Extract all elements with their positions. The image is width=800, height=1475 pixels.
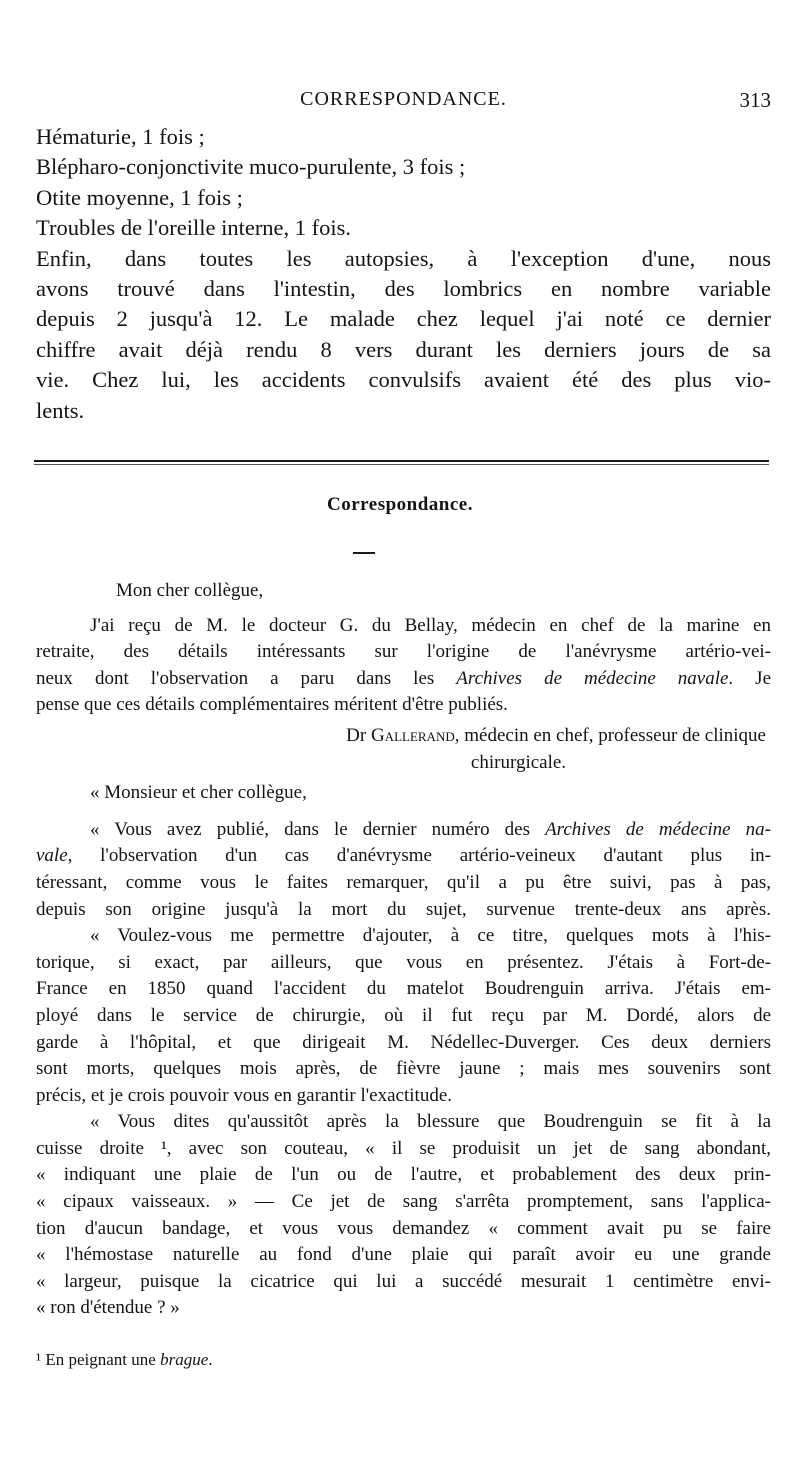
text-line: tion d'aucun bandage, et vous vous demandez « comment avait pu se faire bbox=[36, 1217, 771, 1239]
text-line: France en 1850 quand l'accident du matelot Boudrenguin arriva. J'étais em- bbox=[36, 978, 771, 1000]
signature-line2: chirurgicale. bbox=[470, 751, 567, 773]
text-line: retraite, des détails intéressants sur l'origine de l'anévrysme artério-vei- bbox=[36, 641, 771, 663]
text-line: chiffre avait déjà rendu 8 vers durant les derniers jours de sa bbox=[36, 336, 771, 362]
text-line: cuisse droite ¹, avec son couteau, « il se produisit un jet de sang abondant, bbox=[36, 1137, 771, 1159]
footnote-end: . bbox=[208, 1350, 213, 1369]
text-line: « cipaux vaisseaux. » — Ce jet de sang s'arrêta promptement, sans l'applica- bbox=[36, 1191, 771, 1213]
signature bbox=[36, 723, 771, 750]
text-line bbox=[36, 666, 771, 693]
journal-title: Archives de médecine navale bbox=[456, 667, 729, 689]
title-abbrev: Dr bbox=[346, 724, 367, 746]
text-span: , l'observation d'un cas d'anévrysme artério-veineux d'autant plus in- bbox=[67, 845, 771, 867]
footnote-italic: brague bbox=[160, 1350, 209, 1369]
text-line: « ron d'étendue ? » bbox=[36, 1297, 180, 1319]
text-line: torique, si exact, par ailleurs, que vous en présentez. J'étais à Fort-de- bbox=[36, 951, 771, 973]
title-dash bbox=[353, 552, 375, 554]
text-line: « l'hémostase naturelle au fond d'une plaie qui paraît avoir eu une grande bbox=[36, 1244, 771, 1266]
text-line: garde à l'hôpital, et que dirigeait M. Nédellec-Duverger. Ces deux derniers bbox=[36, 1031, 771, 1053]
text-line: précis, et je crois pouvoir vous en garantir l'exactitude. bbox=[36, 1084, 453, 1106]
text-line: Enfin, dans toutes les autopsies, à l'exception d'une, nous bbox=[36, 245, 771, 271]
text-line: J'ai reçu de M. le docteur G. du Bellay, médecin en chef de la marine en bbox=[90, 614, 771, 636]
journal-title: Archives de médecine na- bbox=[545, 818, 771, 840]
signer-role: , médecin en chef, professeur de clinique bbox=[454, 724, 766, 746]
text-line: « indiquant une plaie de l'un ou de l'autre, et probablement des deux prin- bbox=[36, 1164, 771, 1186]
salutation: Mon cher collègue, bbox=[116, 580, 264, 601]
text-line: depuis 2 jusqu'à 12. Le malade chez lequel j'ai noté ce dernier bbox=[36, 306, 771, 332]
running-title: CORRESPONDANCE. bbox=[300, 88, 507, 110]
running-header bbox=[36, 88, 771, 118]
page-number: 313 bbox=[739, 88, 771, 112]
section-divider-thin bbox=[34, 464, 769, 465]
text-line: vie. Chez lui, les accidents convulsifs avaient été des plus vio- bbox=[36, 367, 771, 393]
journal-title: vale bbox=[36, 845, 68, 867]
section-divider bbox=[34, 460, 769, 462]
footnote-mark: ¹ bbox=[36, 1350, 42, 1369]
footnote bbox=[36, 1350, 771, 1370]
footnote-text: En peignant une bbox=[41, 1350, 161, 1369]
text-line bbox=[36, 843, 771, 870]
text-span: neux dont l'observation a paru dans les bbox=[36, 667, 457, 689]
text-line: depuis son origine jusqu'à la mort du sujet, survenue trente-deux ans après. bbox=[36, 898, 771, 920]
list-item: Blépharo-conjonctivite muco-purulente, 3 fois ; bbox=[36, 154, 466, 180]
list-item: Hématurie, 1 fois ; bbox=[36, 124, 205, 149]
text-line: « Voulez-vous me permettre d'ajouter, à ce titre, quelques mots à l'his- bbox=[90, 925, 771, 947]
text-line: sont morts, quelques mois après, de fièvre jaune ; mais mes souvenirs sont bbox=[36, 1058, 771, 1080]
text-line: « Vous dites qu'aussitôt après la blessure que Boudrenguin se fit à la bbox=[90, 1111, 771, 1133]
text-line: « largeur, puisque la cicatrice qui lui a succédé mesurait 1 centimètre envi- bbox=[36, 1270, 771, 1292]
letter-salutation: « Monsieur et cher collègue, bbox=[90, 782, 307, 804]
text-line bbox=[36, 817, 771, 844]
text-line: téressant, comme vous le faites remarquer, qu'il a pu être suivi, pas à pas, bbox=[36, 871, 771, 893]
text-line: avons trouvé dans l'intestin, des lombrics en nombre variable bbox=[36, 276, 771, 302]
text-span: « Vous avez publié, dans le dernier numéro des bbox=[90, 818, 546, 840]
list-item: Otite moyenne, 1 fois ; bbox=[36, 184, 243, 210]
previous-article-end bbox=[36, 122, 771, 426]
text-line: lents. bbox=[36, 397, 85, 423]
text-line: pense que ces détails complémentaires méritent d'être publiés. bbox=[36, 694, 508, 716]
text-line: ployé dans le service de chirurgie, où il fut reçu par M. Dordé, alors de bbox=[36, 1004, 771, 1026]
list-item: Troubles de l'oreille interne, 1 fois. bbox=[36, 215, 352, 241]
section-title: Correspondance. bbox=[327, 494, 473, 515]
signer-name: Gallerand bbox=[370, 724, 455, 746]
text-span: . Je bbox=[728, 667, 772, 689]
correspondence-body bbox=[36, 578, 771, 1322]
